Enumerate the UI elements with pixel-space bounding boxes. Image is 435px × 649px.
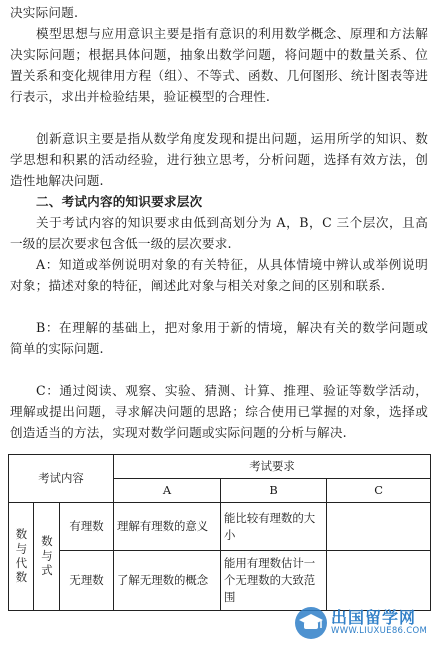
paragraph-innovation-awareness: 创新意识主要是指从数学角度发现和提出问题，运用所学的知识、数学思想和积累的活动经验，进行独立思考，分析问题，选择有效方法，创造性地解决问题. xyxy=(10,131,428,188)
level-a-header: A xyxy=(114,479,221,503)
domain-label: 数与代数 xyxy=(14,527,29,586)
paragraph-levels-intro: 关于考试内容的知识要求由低到高划分为 A，B，C 三个层次，且高一级的层次要求包含低一级的层次要求. xyxy=(10,215,428,251)
paragraph-modeling-awareness: 模型思想与应用意识主要是指有意识的利用数学概念、原理和方法解决实际问题；根据具体问题，抽象出数学问题，将问题中的数量关系、位置关系和变化规律用方程（组）、不等式、函数、几何图形、统计图表等进行表示，求出并检验结果，验证模型的合理性. xyxy=(10,26,428,104)
graduation-cap-icon xyxy=(293,605,329,641)
subdomain-cell xyxy=(34,503,60,611)
content-header-cell xyxy=(9,455,114,503)
irrational-level-c xyxy=(327,551,431,611)
paragraph-level-a: A：知道或举例说明对象的有关特征，从具体情境中辨认或举例说明对象；描述对象的特征，阐述此对象与相关对象之间的区别和联系. xyxy=(10,257,428,293)
topic-irrational: 无理数 xyxy=(60,551,114,611)
watermark-url: WWW.LIUXUE86.COM xyxy=(331,626,428,636)
requirement-header: 考试要求 xyxy=(249,459,295,473)
topic-rational: 有理数 xyxy=(60,503,114,551)
requirement-header-cell xyxy=(114,455,431,479)
paragraph-continuation: 决实际问题. xyxy=(10,5,79,20)
irrational-level-a: 了解无理数的概念 xyxy=(114,551,221,611)
subdomain-label: 数与式 xyxy=(40,534,54,579)
irrational-level-b: 能用有理数估计一个无理数的大致范围 xyxy=(221,551,327,611)
requirements-table xyxy=(8,454,431,611)
rational-level-b: 能比较有理数的大小 xyxy=(221,503,327,551)
watermark-site-name: 出国留学网 xyxy=(331,608,417,627)
level-c-header: C xyxy=(327,479,431,503)
domain-cell xyxy=(9,503,34,611)
paragraph-level-b: B：在理解的基础上，把对象用于新的情境，解决有关的数学问题或简单的实际问题. xyxy=(10,320,428,356)
site-watermark xyxy=(291,603,431,643)
section-heading: 二、考试内容的知识要求层次 xyxy=(36,194,203,209)
content-header: 考试内容 xyxy=(38,471,84,485)
rational-level-a: 理解有理数的意义 xyxy=(114,503,221,551)
paragraph-level-c: C：通过阅读、观察、实验、猜测、计算、推理、验证等数学活动，理解或提出问题，寻求解决问题的思路；综合使用已掌握的对象，选择或创造适当的方法，实现对数学问题或实际问题的分析与解决. xyxy=(10,383,428,440)
level-b-header: B xyxy=(221,479,327,503)
rational-level-c xyxy=(327,503,431,551)
